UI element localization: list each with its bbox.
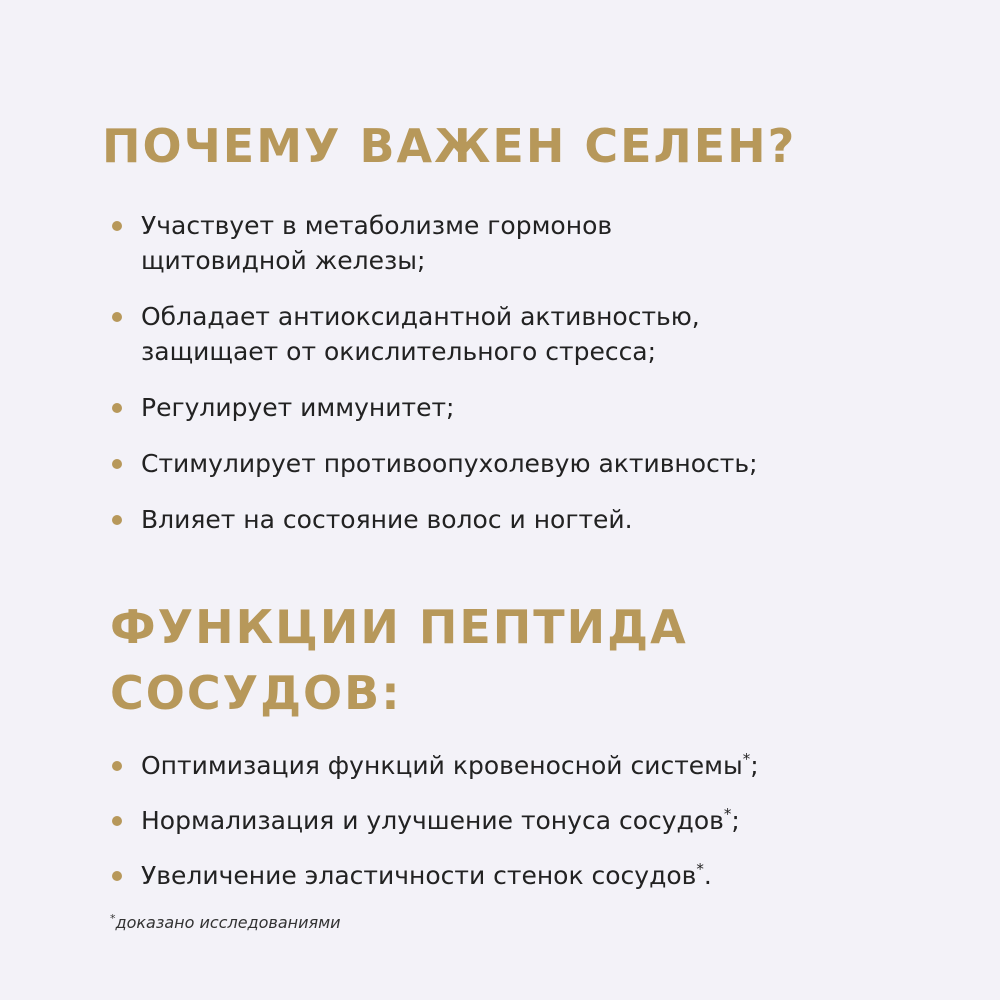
list-item-line: защищает от окислительного стресса; xyxy=(141,337,657,366)
selenium-heading: ПОЧЕМУ ВАЖЕН СЕЛЕН? xyxy=(102,119,797,173)
list-item-label: Нормализация и улучшение тонуса сосудов xyxy=(141,806,724,835)
list-item-text xyxy=(141,299,758,369)
list-item-line: Регулирует иммунитет; xyxy=(141,393,455,422)
list-item-text xyxy=(141,502,758,537)
list-item-punctuation: . xyxy=(703,861,712,890)
list-item xyxy=(112,299,758,369)
footnote-mark: * xyxy=(742,750,751,768)
peptide-heading xyxy=(110,594,688,726)
list-item xyxy=(112,803,759,838)
bullet-dot-icon xyxy=(112,312,122,322)
footnote-mark: * xyxy=(696,860,704,878)
list-item xyxy=(112,748,759,783)
list-item xyxy=(112,858,759,893)
bullet-dot-icon xyxy=(112,459,122,469)
list-item-text xyxy=(141,858,759,893)
list-item-label: Увеличение эластичности стенок сосудов xyxy=(141,861,697,890)
footnote-mark: * xyxy=(723,805,732,823)
selenium-benefits-list xyxy=(112,208,758,558)
list-item xyxy=(112,446,758,481)
peptide-heading-line: ФУНКЦИИ ПЕПТИДА xyxy=(110,600,688,654)
footnote xyxy=(110,913,341,932)
bullet-dot-icon xyxy=(112,221,122,231)
bullet-dot-icon xyxy=(112,761,122,771)
list-item-text xyxy=(141,390,758,425)
bullet-dot-icon xyxy=(112,403,122,413)
bullet-dot-icon xyxy=(112,871,122,881)
list-item-line: Стимулирует противоопухолевую активность; xyxy=(141,449,758,478)
list-item-text xyxy=(141,803,759,838)
list-item-punctuation: ; xyxy=(731,806,740,835)
list-item-text xyxy=(141,748,759,783)
list-item-line: Влияет на состояние волос и ногтей. xyxy=(141,505,633,534)
list-item-line: Обладает антиоксидантной активностью, xyxy=(141,302,700,331)
list-item-line: щитовидной железы; xyxy=(141,246,426,275)
bullet-dot-icon xyxy=(112,816,122,826)
list-item-text xyxy=(141,208,758,278)
list-item-text xyxy=(141,446,758,481)
list-item xyxy=(112,390,758,425)
footnote-text: доказано исследованиями xyxy=(115,913,341,932)
list-item xyxy=(112,208,758,278)
list-item xyxy=(112,502,758,537)
list-item-label: Оптимизация функций кровеносной системы xyxy=(141,751,743,780)
list-item-punctuation: ; xyxy=(750,751,759,780)
peptide-heading-line: СОСУДОВ: xyxy=(110,666,402,720)
footnote-mark: * xyxy=(110,912,116,925)
list-item-line: Участвует в метаболизме гормонов xyxy=(141,211,613,240)
peptide-functions-list xyxy=(112,748,759,913)
bullet-dot-icon xyxy=(112,515,122,525)
